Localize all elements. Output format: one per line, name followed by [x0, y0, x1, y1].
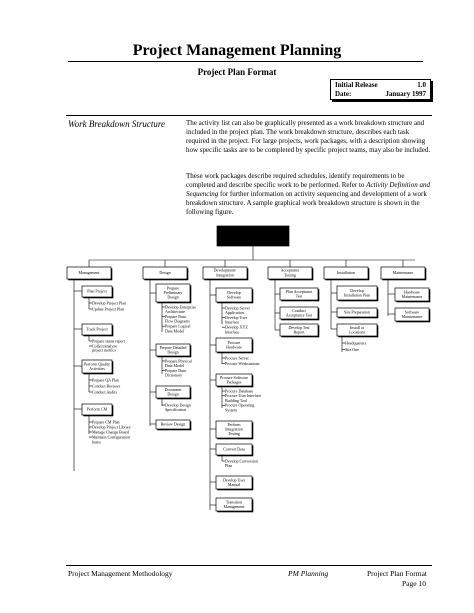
wbs-perform-quality-label: Activities: [89, 365, 105, 371]
release-row: [335, 81, 426, 90]
wbs-cm-item: Develop Project Library: [92, 424, 131, 430]
wbs-integration-testing-label: Testing: [228, 431, 240, 437]
wbs-procure-hardware-label: Hardware: [226, 344, 242, 350]
wbs-detailed-item: Dictionary: [165, 372, 183, 378]
wbs-convert-item: Plan: [225, 463, 233, 469]
wbs-detailed-item: Prepare Physical: [165, 358, 192, 364]
wbs-detailed-design-label: Prepare Detailed: [159, 344, 187, 350]
wbs-prelim-item: Architecture: [165, 309, 185, 315]
footer-page-number: Page 10: [402, 579, 426, 588]
wbs-procure-packages-label: Packages: [226, 379, 242, 385]
wbs-prelim-item: Develop Enterprise: [165, 304, 196, 310]
release-label: Initial Release: [335, 81, 378, 89]
wbs-plan-item: Update Project Plan: [92, 306, 124, 312]
wbs-quality-item: Conduct Reviews: [92, 383, 121, 389]
footer-methodology: Project Management Methodology: [68, 569, 173, 578]
wbs-category-3-label: Acceptance: [280, 267, 300, 273]
wbs-category-3-label: Testing: [284, 272, 296, 278]
wbs-packages-item: Procure Database: [225, 388, 254, 394]
para2-reference: Activity Definition and Sequencing: [186, 181, 430, 198]
wbs-install-item: Site One: [345, 346, 359, 352]
wbs-software-maintenance-label: Maintenance: [401, 313, 423, 319]
wbs-track-project-label: Track Project: [86, 326, 108, 332]
section-rule: [66, 115, 432, 116]
footer-rule: [66, 565, 432, 566]
wbs-plan-acceptance-label: Plan Acceptance: [285, 288, 313, 294]
wbs-labels: [79, 230, 423, 509]
page-subtitle: Project Plan Format: [197, 67, 277, 77]
wbs-quality-item: Conduct Audits: [92, 389, 118, 395]
wbs-category-2-label: Development/: [213, 267, 237, 273]
page-title: Project Management Planning: [132, 42, 342, 59]
wbs-cm-item: Manage Change Board: [92, 429, 129, 435]
wbs-cm-item: Items: [92, 439, 101, 445]
wbs-prelim-item: Prepare Logical: [165, 323, 191, 329]
wbs-prelim-item: Flow Diagrams: [165, 318, 190, 324]
paragraph-work-packages: [186, 172, 432, 217]
wbs-installation-plan-label: Installation Plan: [343, 292, 371, 298]
wbs-software-item: Interface: [225, 319, 240, 325]
wbs-packages-item: System: [225, 407, 237, 413]
wbs-test-report-label: Develop Test: [288, 324, 310, 330]
wbs-track-item: Collect/analyze: [92, 343, 117, 349]
wbs-prelim-design-label: Preliminary: [163, 290, 183, 296]
wbs-procure-hardware-label: Procure: [227, 339, 241, 345]
wbs-conduct-acceptance-label: Acceptance Test: [285, 312, 313, 318]
wbs-cm-item: Maintain Configuration: [92, 434, 130, 440]
wbs-develop-software-label: Software: [226, 294, 242, 300]
wbs-software-item: Application: [225, 310, 244, 316]
date-row: [335, 90, 426, 99]
wbs-perform-cm-label: Perform CM: [86, 406, 108, 412]
wbs-packages-item: Building Tool: [225, 397, 248, 403]
wbs-convert-data-label: Convert Data: [223, 446, 245, 452]
wbs-category-2-label: Integration: [216, 272, 234, 278]
release-date: January 1997: [385, 90, 426, 98]
wbs-packages-item: Procure User Interface: [225, 393, 262, 399]
wbs-review-design-label: Review Design: [160, 421, 186, 427]
wbs-prelim-design-label: Prepare: [166, 285, 180, 291]
wbs-procure-packages-label: Procure Software: [220, 374, 248, 380]
wbs-perform-quality-label: Perform Quality: [83, 361, 111, 367]
wbs-category-5-label: Maintenance: [392, 270, 414, 276]
wbs-plan-project-label: Plan Project: [87, 288, 107, 294]
wbs-software-item: Develop Server: [225, 305, 250, 311]
wbs-category-0-label: Management: [78, 270, 100, 276]
wbs-hardware-item: Procure Workstations: [225, 360, 260, 366]
wbs-develop-manual-label: Develop User: [222, 477, 246, 483]
wbs-quality-item: Prepare QA Plan: [92, 377, 119, 383]
wbs-document-item: Specification: [165, 407, 187, 413]
wbs-software-item: Interface: [225, 329, 240, 335]
wbs-document-item: Develop Design: [165, 402, 191, 408]
wbs-install-locations-label: Install at: [350, 324, 364, 330]
footer-section: PM Planning: [288, 569, 329, 578]
wbs-hardware-item: Procure Server: [225, 355, 249, 361]
wbs-hardware-maintenance-label: Hardware: [404, 289, 420, 295]
wbs-diagram: [62, 224, 442, 524]
wbs-detailed-item: Prepare Data: [165, 367, 186, 373]
section-label: Work Breakdown Structure: [68, 119, 165, 129]
release-info-box: [330, 79, 431, 100]
wbs-prelim-design-label: Design: [167, 294, 179, 300]
wbs-installation-plan-label: Develop: [350, 287, 364, 293]
para2-text-after: for further information on activity sequencing and development of a work breakdown structure. A sample graphical work breakdown structure is shown in the following figure.: [186, 190, 427, 216]
wbs-software-item: Develop XYZ: [225, 324, 248, 330]
wbs-packages-item: Procure Operating: [225, 402, 255, 408]
wbs-convert-item: Develop Conversion: [225, 458, 258, 464]
wbs-track-item: project metrics: [92, 347, 116, 353]
wbs-document-design-label: Document: [164, 386, 182, 392]
wbs-detailed-design-label: Design: [167, 349, 179, 355]
wbs-prelim-item: Data Model: [165, 328, 184, 334]
footer-document: Project Plan Format: [367, 569, 427, 578]
wbs-integration-testing-label: Perform: [227, 422, 241, 427]
wbs-detailed-item: Data Model: [165, 363, 184, 369]
paragraph-intro: The activity list can also be graphically presented as a work breakdown structure and included in the project plan. The work breakdown structure, describes each task required in the project. For large projects, work packages, with a description showing how specific tasks are to be completed by specific project teams, may also be included.: [186, 119, 431, 154]
wbs-transition-management-label: Transition: [225, 499, 243, 505]
date-label: Date:: [335, 90, 352, 98]
wbs-cm-item: Prepare CM Plan: [92, 419, 120, 425]
para2-text-before: These work packages describe required schedules, identify requirements to be completed and describe specific work to be performed. Refer to: [186, 172, 405, 189]
wbs-category-1-label: Design: [159, 270, 171, 276]
title-rule: [68, 61, 423, 62]
wbs-plan-acceptance-label: Test: [295, 293, 303, 299]
wbs-software-item: Develop User: [225, 314, 248, 320]
wbs-document-design-label: Design: [167, 391, 179, 397]
wbs-develop-software-label: Develop: [227, 289, 241, 295]
wbs-install-item: Headquarters: [345, 340, 367, 346]
wbs-install-locations-label: Locations: [349, 329, 365, 335]
wbs-category-4-label: Installation: [337, 270, 355, 276]
wbs-prelim-item: Prepare Data: [165, 313, 186, 319]
release-version: 1.0: [417, 81, 426, 89]
wbs-integration-testing-label: Integration: [225, 426, 243, 432]
wbs-transition-management-label: Management: [223, 503, 245, 509]
wbs-track-item: Prepare status report: [92, 338, 125, 344]
wbs-root-label: Schedule (WBS): [239, 236, 267, 242]
wbs-plan-item: Develop Project Plan: [92, 300, 126, 306]
wbs-boxes: [67, 226, 430, 512]
wbs-conduct-acceptance-label: Conduct: [292, 307, 306, 313]
wbs-develop-manual-label: Manual: [227, 481, 241, 487]
wbs-hardware-maintenance-label: Maintenance: [401, 293, 423, 299]
wbs-root-label: Work Breakdown: [238, 230, 268, 236]
wbs-software-maintenance-label: Software: [404, 309, 420, 315]
wbs-site-preparation-label: Site Preparation: [344, 309, 370, 315]
wbs-test-report-label: Report: [293, 329, 305, 335]
